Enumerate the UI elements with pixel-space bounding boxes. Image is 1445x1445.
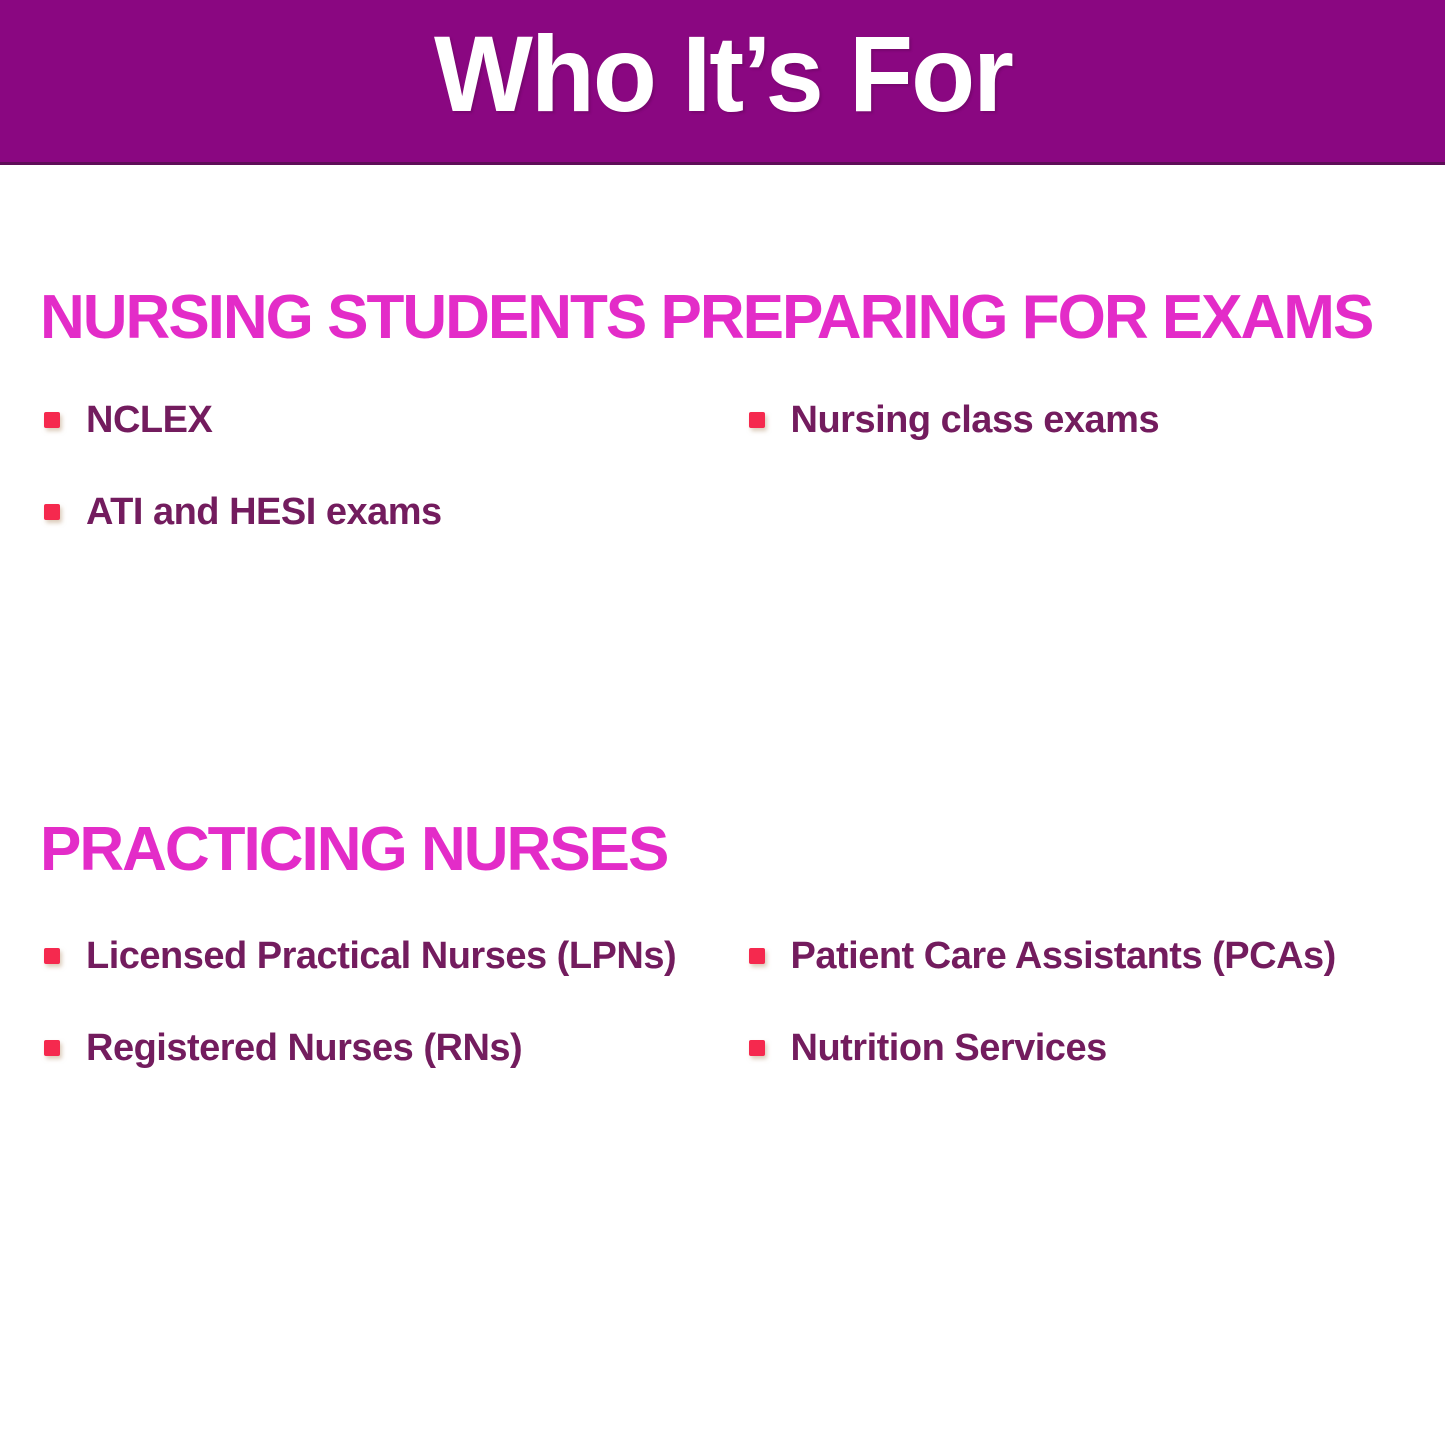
list-item — [40, 397, 723, 442]
list-item-label: Licensed Practical Nurses (LPNs) — [86, 934, 677, 977]
list-item-label: NCLEX — [86, 398, 213, 441]
list-item — [40, 933, 723, 978]
square-bullet-icon — [44, 412, 60, 428]
list-item-label: ATI and HESI exams — [86, 490, 442, 533]
list-item — [723, 933, 1406, 978]
square-bullet-icon — [44, 1040, 60, 1056]
square-bullet-icon — [44, 504, 60, 520]
list-item — [40, 1025, 723, 1070]
square-bullet-icon — [44, 948, 60, 964]
section-1-right-column — [723, 397, 1406, 581]
square-bullet-icon — [749, 412, 765, 428]
list-item-label: Nursing class exams — [790, 398, 1160, 441]
section-2-right-column — [723, 933, 1406, 1117]
section-2-list — [40, 933, 1405, 1117]
content — [0, 283, 1445, 1117]
list-item — [40, 489, 723, 534]
square-bullet-icon — [749, 1040, 765, 1056]
list-item-label: Patient Care Assistants (PCAs) — [790, 934, 1336, 977]
section-1-left-column — [40, 397, 723, 581]
section-practicing-nurses — [40, 815, 1405, 1117]
banner — [0, 0, 1445, 165]
page-title: Who It’s For — [433, 13, 1012, 134]
square-bullet-icon — [749, 948, 765, 964]
list-item — [723, 1025, 1406, 1070]
list-item-label: Nutrition Services — [790, 1026, 1107, 1069]
section-heading-practicing-nurses: PRACTICING NURSES — [40, 815, 668, 884]
list-item-label: Registered Nurses (RNs) — [86, 1026, 523, 1069]
section-2-left-column — [40, 933, 723, 1117]
section-nursing-students — [40, 283, 1405, 581]
section-heading-nursing-students: NURSING STUDENTS PREPARING FOR EXAMS — [40, 283, 1373, 352]
section-1-list — [40, 397, 1405, 581]
list-item — [723, 397, 1406, 442]
